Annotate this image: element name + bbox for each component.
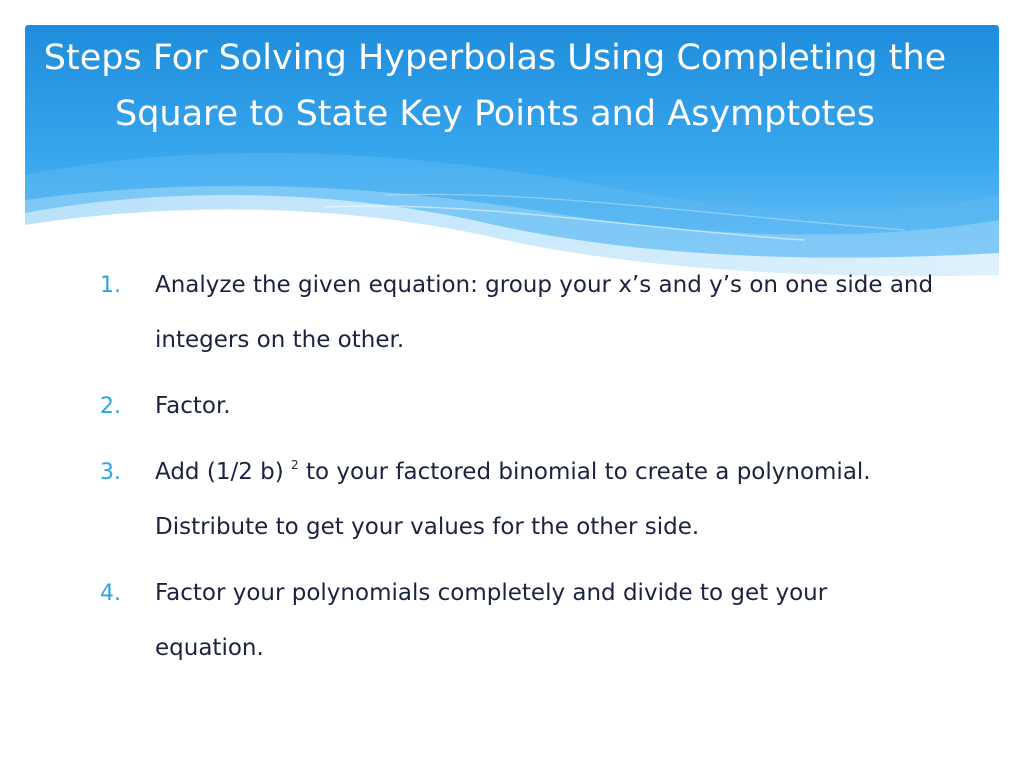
step-text: Analyze the given equation: group your x’s and y’s on one side and integers on the other. [155, 272, 934, 353]
exponent: 2 [291, 458, 299, 472]
step-text-start: Add (1/2 b) [155, 459, 292, 485]
step-number: 2. [100, 394, 121, 419]
slide-title: Steps For Solving Hyperbolas Using Completing the Square to State Key Points and Asymptotes [43, 38, 947, 134]
steps-list [95, 258, 935, 687]
step-text: Factor. [155, 393, 231, 419]
list-item [95, 379, 935, 434]
step-text [155, 445, 935, 555]
list-item [95, 258, 935, 368]
step-number: 3. [100, 460, 121, 485]
list-item [95, 566, 935, 676]
list-item [95, 445, 935, 555]
step-text: Factor your polynomials completely and divide to get your equation. [155, 580, 828, 661]
step-number: 1. [100, 273, 121, 298]
step-number: 4. [100, 581, 121, 606]
step-text-end: to your factored binomial to create a polynomial. Distribute to get your values for the other side. [155, 459, 871, 540]
